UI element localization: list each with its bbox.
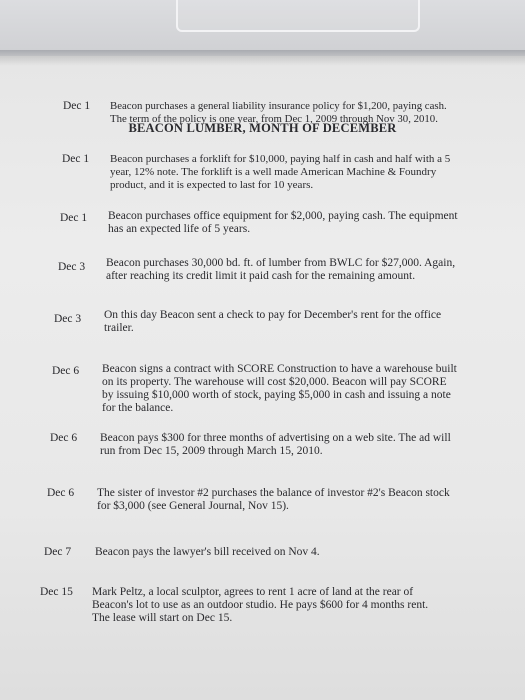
entry-text: On this day Beacon sent a check to pay for December's rent for the office trailer.: [104, 309, 442, 334]
entry-date: Dec 3: [58, 261, 86, 273]
document-title: BEACON LUMBER, MONTH OF DECEMBER: [128, 121, 397, 135]
entry-text: Beacon purchases a general liability insurance policy for $1,200, paying cash. The term of the policy is one year, from Dec 1, 2009 through Nov 30, 2010.: [110, 100, 447, 125]
entry-text: Beacon purchases office equipment for $2,000, paying cash. The equipment has an expected life of 5 years.: [108, 210, 458, 235]
entry-date: Dec 15: [40, 586, 73, 598]
entry-date: Dec 1: [60, 212, 88, 224]
entry-date: Dec 6: [47, 487, 75, 499]
entry-text: Beacon purchases a forklift for $10,000, paying half in cash and half with a 5 year, 12% note. The forklift is a well made American Machine & Foundry product, and it is expected to last for 10 years.: [110, 153, 451, 191]
entry-text: Beacon purchases 30,000 bd. ft. of lumber from BWLC for $27,000. Again, after reaching its credit limit it paid cash for the remaining amount.: [106, 257, 456, 282]
document-page: [0, 56, 525, 700]
entry-date: Dec 1: [63, 100, 91, 112]
entry-date: Dec 6: [50, 432, 78, 444]
entry-date: Dec 6: [52, 365, 80, 377]
entry-date: Dec 3: [54, 313, 82, 325]
entry-date: Dec 1: [62, 153, 90, 165]
entry-date: Dec 7: [44, 546, 72, 558]
entry-text: Beacon signs a contract with SCORE Construction to have a warehouse built on its property. The warehouse will cost $20,000. Beacon will pay SCORE by issuing $10,000 worth of stock, paying $5,000 in cash and issuing a note for the balance.: [102, 363, 457, 414]
binder-label-frame: [176, 0, 420, 32]
entry-text: The sister of investor #2 purchases the balance of investor #2's Beacon stock for $3,000 (see General Journal, Nov 15).: [97, 487, 450, 512]
entry-text: Mark Peltz, a local sculptor, agrees to rent 1 acre of land at the rear of Beacon's lot to use as an outdoor studio. He pays $600 for 4 months rent. The lease will start on Dec 15.: [92, 586, 429, 624]
entry-text: Beacon pays the lawyer's bill received on Nov 4.: [95, 546, 320, 558]
entry-text: Beacon pays $300 for three months of advertising on a web site. The ad will run from Dec 15, 2009 through March 15, 2010.: [100, 432, 451, 457]
